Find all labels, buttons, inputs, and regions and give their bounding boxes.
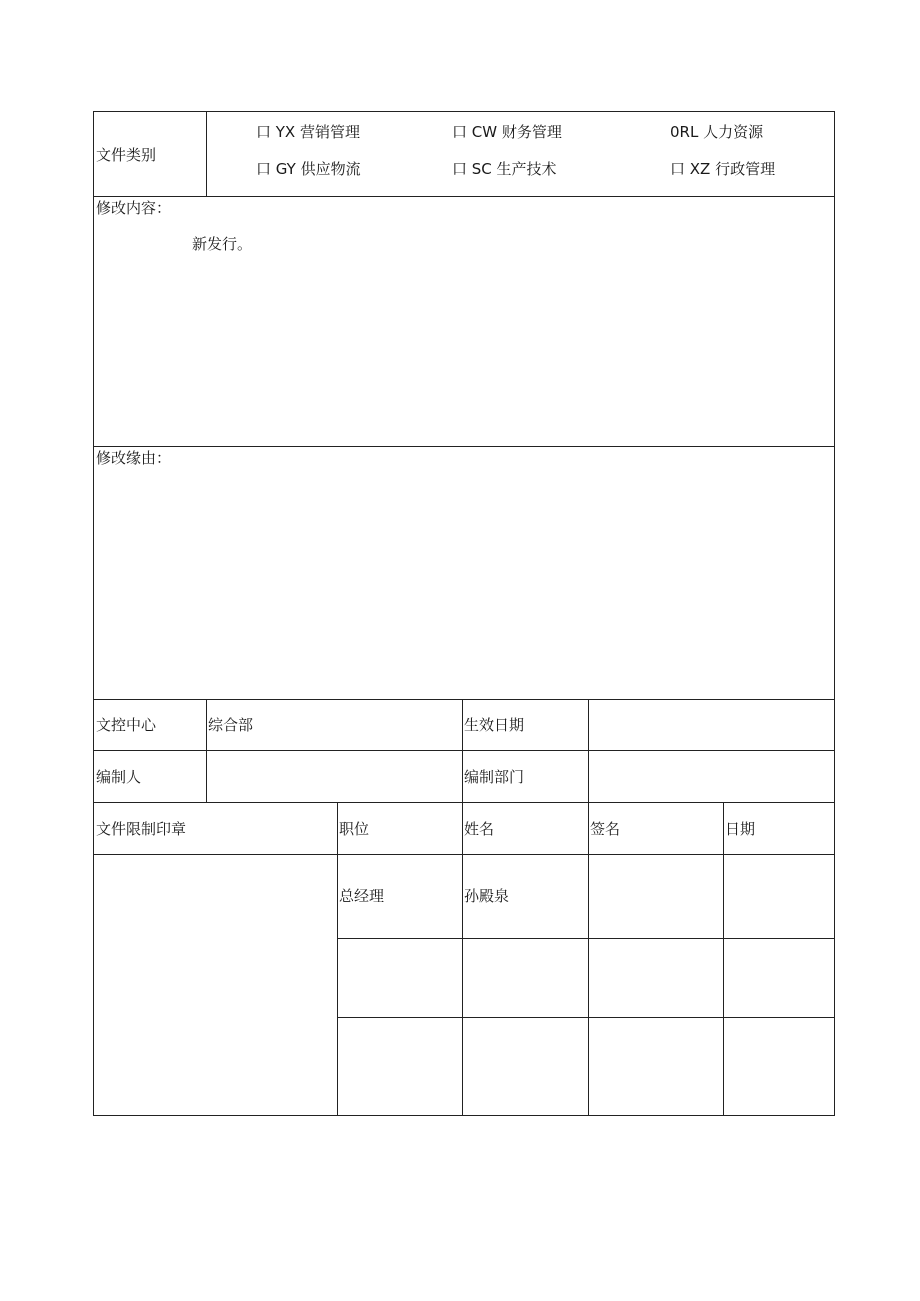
header-date: 日期: [725, 820, 756, 838]
document-form: [93, 111, 835, 1116]
category-option-cw[interactable]: 口 CW 财务管理: [452, 123, 562, 141]
column-divider: [206, 112, 207, 196]
column-divider: [462, 699, 463, 802]
column-divider: [723, 802, 724, 1115]
row-divider: [337, 1017, 834, 1018]
control-center-label: 文控中心: [96, 716, 157, 734]
author-dept-label: 编制部门: [464, 768, 525, 786]
approval-row-position: 总经理: [339, 887, 385, 905]
row-divider: [337, 938, 834, 939]
category-option-gy[interactable]: 口 GY 供应物流: [256, 160, 361, 178]
column-divider: [588, 699, 589, 802]
column-divider: [588, 802, 589, 1115]
author-label: 编制人: [96, 768, 142, 786]
control-center-value: 综合部: [208, 716, 254, 734]
row-divider: [94, 750, 834, 751]
row-divider: [94, 699, 834, 700]
row-divider: [94, 196, 834, 197]
column-divider: [462, 802, 463, 1115]
modification-content-label: 修改内容：: [96, 199, 172, 217]
row-divider: [94, 446, 834, 447]
approval-row-name: 孙殿泉: [464, 887, 510, 905]
stamp-label: 文件限制印章: [96, 820, 187, 838]
category-option-xz[interactable]: 口 XZ 行政管理: [670, 160, 776, 178]
column-divider: [337, 802, 338, 1115]
effective-date-label: 生效日期: [464, 716, 525, 734]
header-name: 姓名: [464, 820, 495, 838]
modification-content-text: 新发行。: [192, 235, 253, 253]
column-divider: [206, 699, 207, 802]
header-position: 职位: [339, 820, 370, 838]
modification-reason-label: 修改缘由：: [96, 449, 172, 467]
category-label: 文件类别: [96, 146, 157, 164]
header-signature: 签名: [590, 820, 621, 838]
category-option-rl[interactable]: 0RL 人力资源: [670, 123, 764, 141]
category-option-sc[interactable]: 口 SC 生产技术: [452, 160, 557, 178]
category-option-yx[interactable]: 口 YX 营销管理: [256, 123, 360, 141]
